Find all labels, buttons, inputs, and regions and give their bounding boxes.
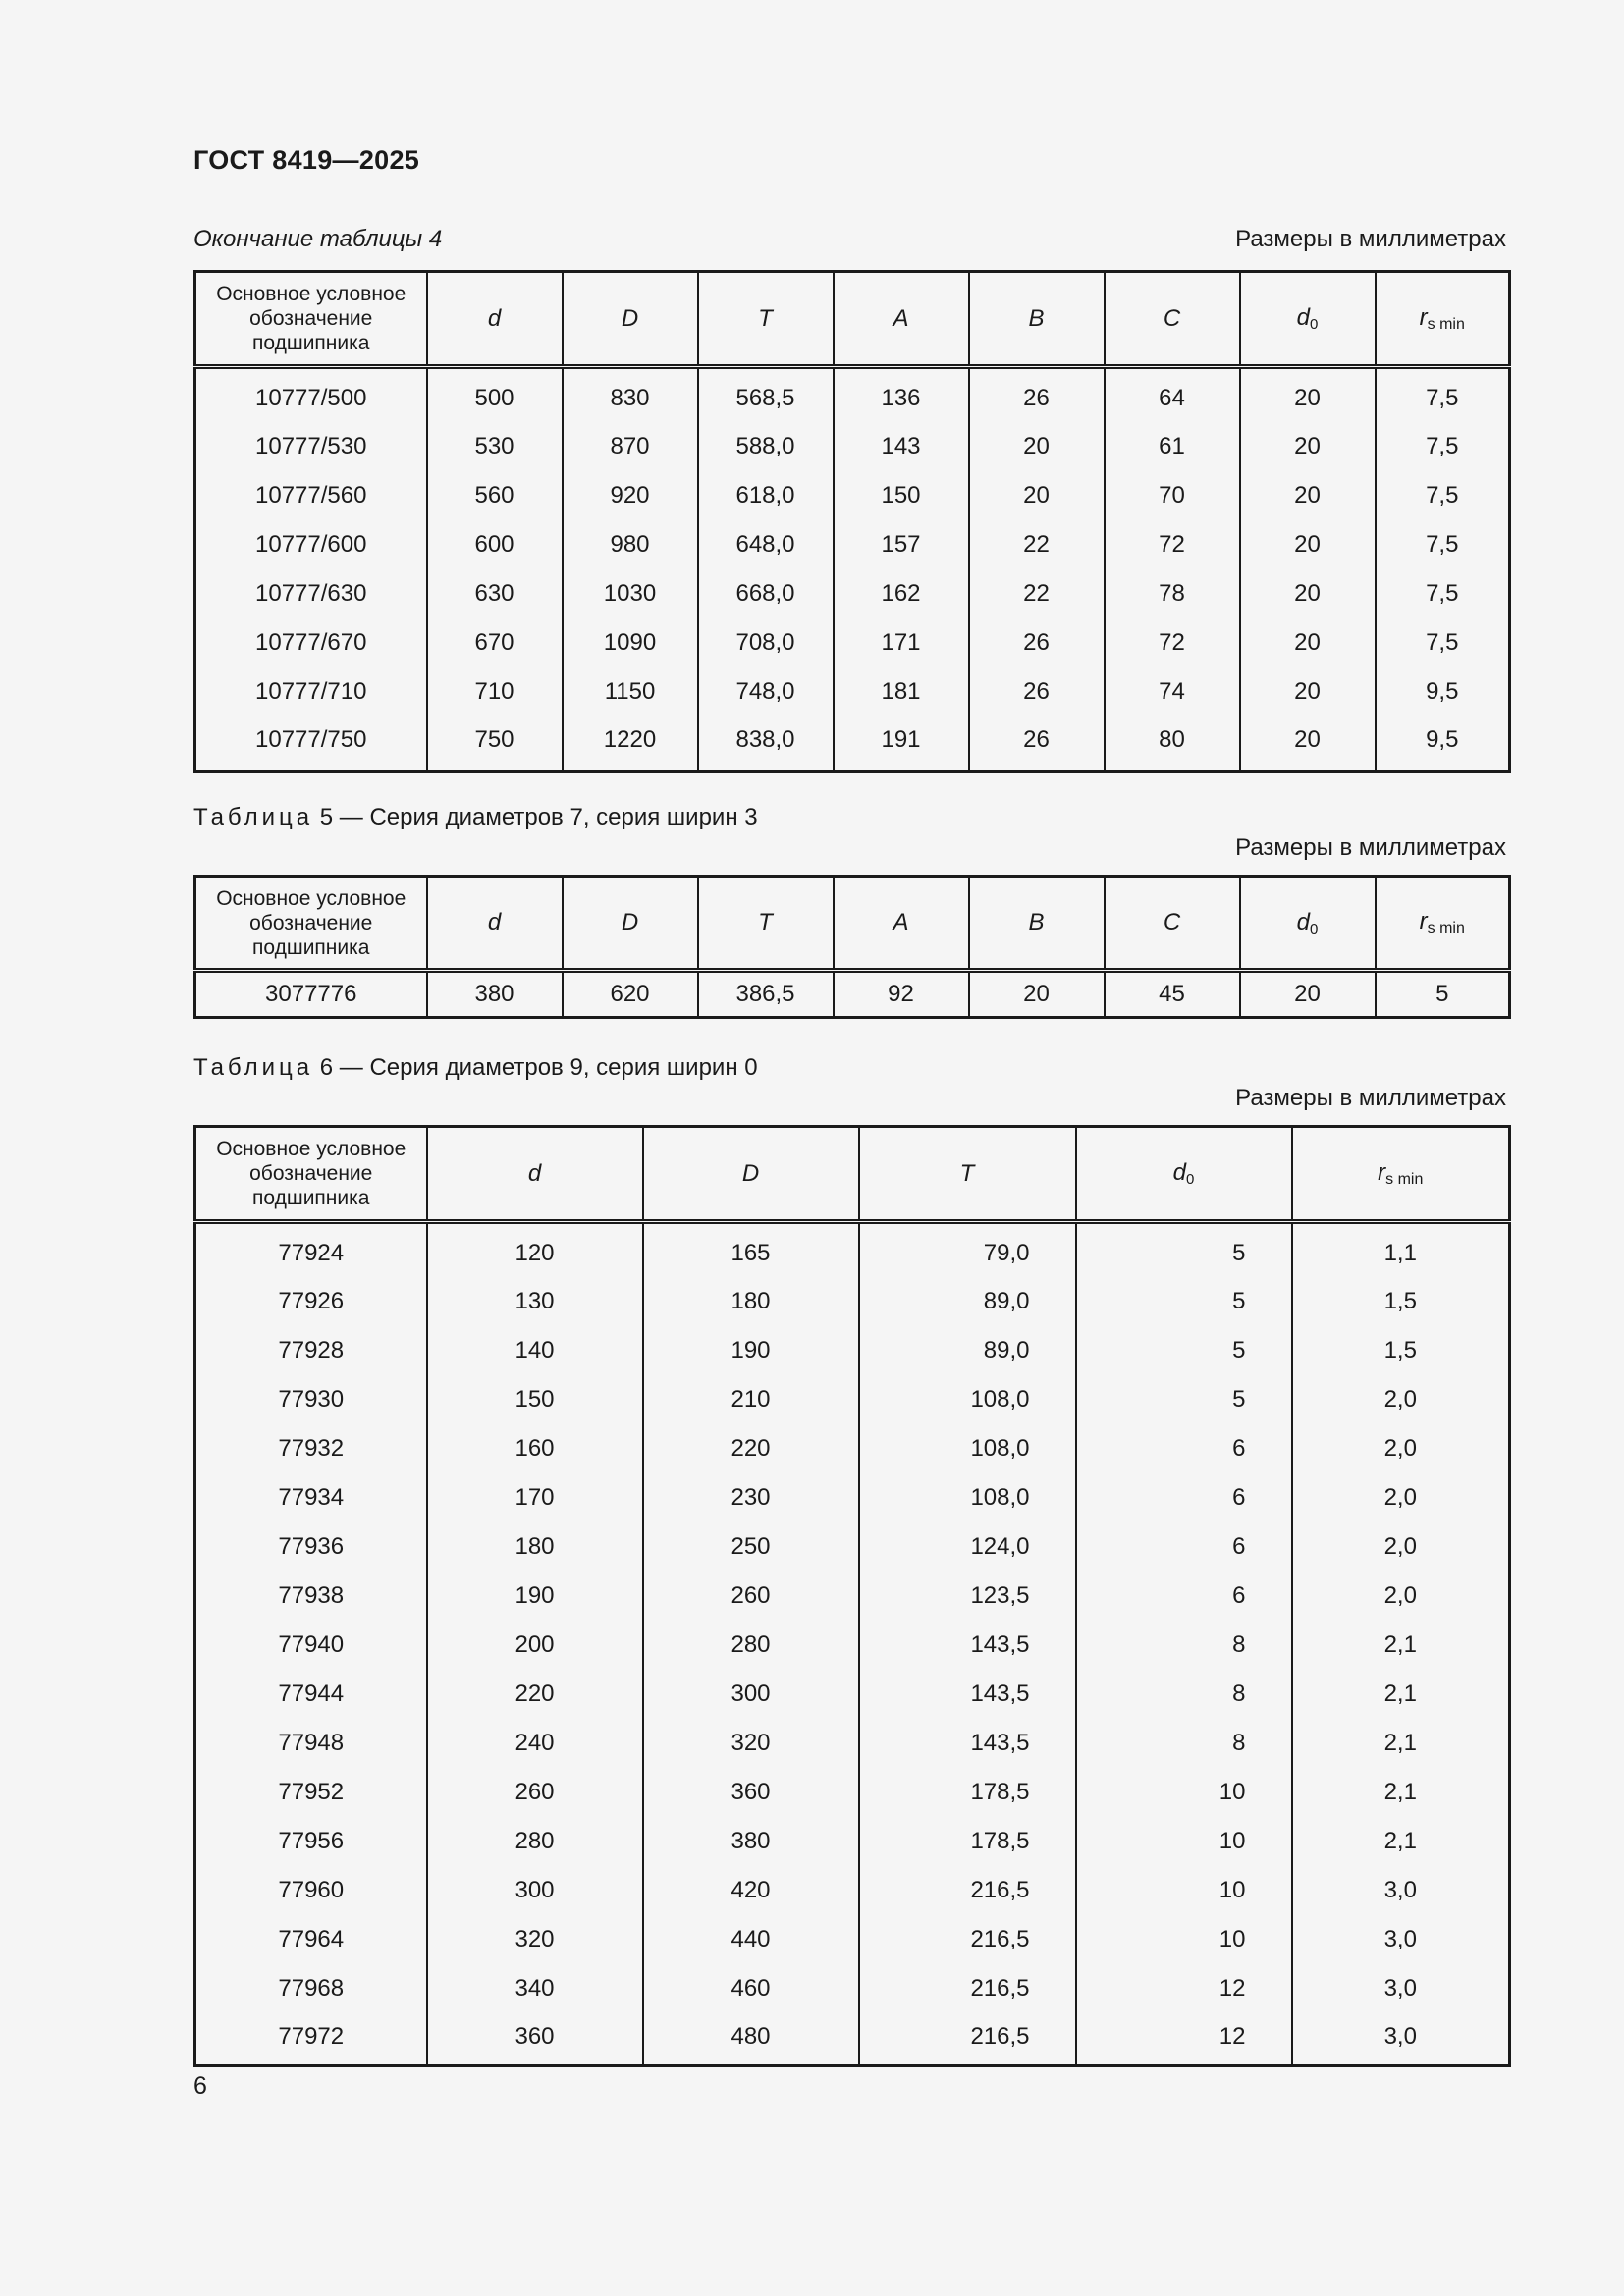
table-cell: 210 [643, 1375, 859, 1424]
table-cell: 20 [1240, 971, 1376, 1018]
table-cell: 162 [834, 569, 969, 618]
col-header-T: T [859, 1127, 1076, 1222]
table-cell: 77972 [195, 2013, 427, 2066]
col-header-rs-min [1292, 1127, 1510, 1222]
table-cell: 20 [1240, 717, 1376, 772]
table-header-row [195, 272, 1510, 367]
col-header-d0 [1076, 1127, 1292, 1222]
table-cell: 6 [1076, 1424, 1292, 1473]
table-cell: 26 [969, 667, 1105, 717]
table-cell: 10777/600 [195, 520, 427, 569]
table-cell: 3077776 [195, 971, 427, 1018]
table-cell: 360 [643, 1768, 859, 1817]
table-cell: 143,5 [859, 1670, 1076, 1719]
col-header-C: C [1105, 272, 1240, 367]
table-cell: 3,0 [1292, 1915, 1510, 1964]
table-cell: 3,0 [1292, 1964, 1510, 2013]
table-cell: 20 [969, 422, 1105, 471]
page-number: 6 [193, 2072, 207, 2100]
table-cell: 190 [427, 1572, 643, 1621]
table-cell: 3,0 [1292, 2013, 1510, 2066]
table-cell: 300 [643, 1670, 859, 1719]
table-cell: 80 [1105, 717, 1240, 772]
col-header-d0 [1240, 877, 1376, 971]
table-row [195, 1375, 1510, 1424]
table-cell: 181 [834, 667, 969, 717]
table-cell: 2,0 [1292, 1522, 1510, 1572]
table6-units: Размеры в миллиметрах [1235, 1085, 1506, 1111]
table-header-row [195, 1127, 1510, 1222]
table-cell: 440 [643, 1915, 859, 1964]
table-cell: 178,5 [859, 1768, 1076, 1817]
table-cell: 20 [1240, 422, 1376, 471]
table-cell: 136 [834, 367, 969, 422]
table-cell: 77928 [195, 1326, 427, 1375]
table-cell: 20 [1240, 367, 1376, 422]
table-cell: 79,0 [859, 1222, 1076, 1277]
table-cell: 92 [834, 971, 969, 1018]
table-cell: 77938 [195, 1572, 427, 1621]
rs-main: r [1378, 1158, 1386, 1186]
col-header-d0 [1240, 272, 1376, 367]
table-row [195, 1277, 1510, 1326]
table6-title [193, 1054, 758, 1082]
table-cell: 600 [427, 520, 563, 569]
d0-main: d [1172, 1159, 1186, 1186]
table-cell: 750 [427, 717, 563, 772]
table-cell: 143,5 [859, 1621, 1076, 1670]
table-row [195, 1522, 1510, 1572]
table-cell: 180 [427, 1522, 643, 1572]
col-header-A: A [834, 272, 969, 367]
table-cell: 560 [427, 471, 563, 520]
table-cell: 10777/500 [195, 367, 427, 422]
table-row [195, 1817, 1510, 1866]
col-header-rs-min [1376, 272, 1510, 367]
table5-body [195, 971, 1510, 1018]
col-header-C: C [1105, 877, 1240, 971]
table-cell: 77930 [195, 1375, 427, 1424]
table-cell: 7,5 [1376, 618, 1510, 667]
table-cell: 70 [1105, 471, 1240, 520]
table-cell: 20 [1240, 471, 1376, 520]
table-cell: 386,5 [698, 971, 834, 1018]
table-cell: 180 [643, 1277, 859, 1326]
d0-sub: 0 [1186, 1171, 1195, 1188]
table-cell: 77948 [195, 1719, 427, 1768]
table-cell: 140 [427, 1326, 643, 1375]
table-cell: 300 [427, 1866, 643, 1915]
table-cell: 89,0 [859, 1326, 1076, 1375]
table-cell: 150 [834, 471, 969, 520]
table-cell: 77926 [195, 1277, 427, 1326]
table-cell: 380 [643, 1817, 859, 1866]
table-cell: 157 [834, 520, 969, 569]
table-cell: 7,5 [1376, 422, 1510, 471]
col-header-T: T [698, 272, 834, 367]
table-cell: 9,5 [1376, 717, 1510, 772]
table-cell: 216,5 [859, 1964, 1076, 2013]
table-cell: 178,5 [859, 1817, 1076, 1866]
table-cell: 61 [1105, 422, 1240, 471]
table-cell: 1,5 [1292, 1326, 1510, 1375]
table6-body [195, 1222, 1510, 2066]
col-header-B: B [969, 877, 1105, 971]
table-header-row [195, 877, 1510, 971]
table-cell: 668,0 [698, 569, 834, 618]
table4-units: Размеры в миллиметрах [1235, 226, 1506, 252]
table-cell: 5 [1076, 1222, 1292, 1277]
table-cell: 6 [1076, 1473, 1292, 1522]
rs-sub: s min [1427, 920, 1465, 936]
table-row [195, 422, 1510, 471]
table-cell: 143 [834, 422, 969, 471]
table-cell: 77924 [195, 1222, 427, 1277]
table-cell: 710 [427, 667, 563, 717]
table-cell: 77934 [195, 1473, 427, 1522]
table-cell: 480 [643, 2013, 859, 2066]
table-cell: 77960 [195, 1866, 427, 1915]
table-row [195, 1670, 1510, 1719]
table-row [195, 717, 1510, 772]
col-header-d: d [427, 877, 563, 971]
table-cell: 10 [1076, 1915, 1292, 1964]
table-row [195, 569, 1510, 618]
table-cell: 191 [834, 717, 969, 772]
table-cell: 8 [1076, 1621, 1292, 1670]
table-cell: 320 [427, 1915, 643, 1964]
table-cell: 7,5 [1376, 520, 1510, 569]
table-cell: 220 [427, 1670, 643, 1719]
table-cell: 7,5 [1376, 367, 1510, 422]
table-cell: 77968 [195, 1964, 427, 2013]
table-cell: 838,0 [698, 717, 834, 772]
table-cell: 10777/750 [195, 717, 427, 772]
col-header-d: d [427, 272, 563, 367]
table-row [195, 1964, 1510, 2013]
table-row [195, 1473, 1510, 1522]
table-cell: 108,0 [859, 1375, 1076, 1424]
table-cell: 10777/710 [195, 667, 427, 717]
table-cell: 380 [427, 971, 563, 1018]
col-header-D: D [643, 1127, 859, 1222]
table-cell: 648,0 [698, 520, 834, 569]
table-cell: 280 [427, 1817, 643, 1866]
table-cell: 216,5 [859, 2013, 1076, 2066]
table-cell: 630 [427, 569, 563, 618]
table-cell: 78 [1105, 569, 1240, 618]
table-cell: 618,0 [698, 471, 834, 520]
table-cell: 120 [427, 1222, 643, 1277]
table5-title [193, 804, 758, 831]
table-cell: 10777/530 [195, 422, 427, 471]
table-cell: 26 [969, 618, 1105, 667]
table-cell: 360 [427, 2013, 643, 2066]
table-cell: 216,5 [859, 1915, 1076, 1964]
table6-label: Таблица [193, 1054, 314, 1081]
table-cell: 10 [1076, 1817, 1292, 1866]
table-cell: 74 [1105, 667, 1240, 717]
table-row [195, 1621, 1510, 1670]
table-cell: 72 [1105, 520, 1240, 569]
table-cell: 748,0 [698, 667, 834, 717]
table-cell: 10777/630 [195, 569, 427, 618]
table-cell: 920 [563, 471, 698, 520]
d0-sub: 0 [1310, 316, 1319, 333]
table-row [195, 2013, 1510, 2066]
table-row [195, 1326, 1510, 1375]
table-cell: 10 [1076, 1768, 1292, 1817]
table-cell: 10777/560 [195, 471, 427, 520]
table-cell: 216,5 [859, 1866, 1076, 1915]
table-cell: 2,1 [1292, 1670, 1510, 1719]
d0-main: d [1296, 908, 1310, 935]
table-cell: 22 [969, 520, 1105, 569]
table-cell: 26 [969, 717, 1105, 772]
table-cell: 1,5 [1292, 1277, 1510, 1326]
table-cell: 108,0 [859, 1424, 1076, 1473]
table-cell: 150 [427, 1375, 643, 1424]
table-cell: 77940 [195, 1621, 427, 1670]
table-cell: 72 [1105, 618, 1240, 667]
table-cell: 530 [427, 422, 563, 471]
table-cell: 240 [427, 1719, 643, 1768]
table-cell: 26 [969, 367, 1105, 422]
table-cell: 160 [427, 1424, 643, 1473]
table-row [195, 1915, 1510, 1964]
table-row [195, 1866, 1510, 1915]
table-cell: 8 [1076, 1670, 1292, 1719]
table-cell: 2,1 [1292, 1719, 1510, 1768]
table-cell: 220 [643, 1424, 859, 1473]
table-row [195, 367, 1510, 422]
table-cell: 6 [1076, 1572, 1292, 1621]
rs-main: r [1419, 908, 1428, 934]
table-cell: 500 [427, 367, 563, 422]
table-row [195, 667, 1510, 717]
table-cell: 130 [427, 1277, 643, 1326]
table-cell: 1030 [563, 569, 698, 618]
col-header-A: A [834, 877, 969, 971]
col-header-designation: Основное условное обозначение подшипника [195, 877, 427, 971]
table-cell: 5 [1076, 1326, 1292, 1375]
table-cell: 2,0 [1292, 1572, 1510, 1621]
col-header-B: B [969, 272, 1105, 367]
table-cell: 77936 [195, 1522, 427, 1572]
table-cell: 1090 [563, 618, 698, 667]
table-cell: 320 [643, 1719, 859, 1768]
table-cell: 89,0 [859, 1277, 1076, 1326]
table-row [195, 520, 1510, 569]
table4-caption: Окончание таблицы 4 [193, 226, 443, 252]
table-cell: 230 [643, 1473, 859, 1522]
col-header-designation: Основное условное обозначение подшипника [195, 1127, 427, 1222]
table-cell: 870 [563, 422, 698, 471]
table5-label: Таблица [193, 804, 314, 830]
table-cell: 22 [969, 569, 1105, 618]
col-header-D: D [563, 877, 698, 971]
col-header-T: T [698, 877, 834, 971]
table-cell: 190 [643, 1326, 859, 1375]
table-row [195, 1424, 1510, 1473]
table-cell: 124,0 [859, 1522, 1076, 1572]
table5-units: Размеры в миллиметрах [1235, 834, 1506, 861]
document-title: ГОСТ 8419—2025 [193, 145, 420, 175]
table-cell: 568,5 [698, 367, 834, 422]
table-cell: 20 [1240, 667, 1376, 717]
table-cell: 20 [969, 471, 1105, 520]
table-cell: 45 [1105, 971, 1240, 1018]
table-cell: 64 [1105, 367, 1240, 422]
table-cell: 2,0 [1292, 1424, 1510, 1473]
table-cell: 460 [643, 1964, 859, 2013]
table-cell: 620 [563, 971, 698, 1018]
table-cell: 420 [643, 1866, 859, 1915]
table-cell: 2,0 [1292, 1375, 1510, 1424]
table-cell: 77964 [195, 1915, 427, 1964]
table5-caption: 5 — Серия диаметров 7, серия ширин 3 [319, 804, 758, 830]
rs-main: r [1419, 303, 1428, 331]
rs-sub: s min [1427, 315, 1465, 333]
table-cell: 340 [427, 1964, 643, 2013]
table-cell: 3,0 [1292, 1866, 1510, 1915]
table-cell: 2,1 [1292, 1621, 1510, 1670]
table-cell: 7,5 [1376, 471, 1510, 520]
table-cell: 12 [1076, 1964, 1292, 2013]
table-cell: 77956 [195, 1817, 427, 1866]
table-cell: 670 [427, 618, 563, 667]
table-row [195, 1222, 1510, 1277]
table-cell: 280 [643, 1621, 859, 1670]
table-row [195, 1768, 1510, 1817]
table6-caption: 6 — Серия диаметров 9, серия ширин 0 [319, 1054, 758, 1081]
table-cell: 1,1 [1292, 1222, 1510, 1277]
table-row [195, 618, 1510, 667]
table6 [193, 1125, 1511, 2067]
table-cell: 250 [643, 1522, 859, 1572]
table-cell: 5 [1376, 971, 1510, 1018]
d0-sub: 0 [1310, 920, 1319, 937]
table-cell: 2,0 [1292, 1473, 1510, 1522]
col-header-D: D [563, 272, 698, 367]
table-cell: 2,1 [1292, 1817, 1510, 1866]
table-cell: 260 [643, 1572, 859, 1621]
table-cell: 5 [1076, 1375, 1292, 1424]
table-row [195, 471, 1510, 520]
d0-main: d [1296, 304, 1310, 331]
table-cell: 77944 [195, 1670, 427, 1719]
table-cell: 143,5 [859, 1719, 1076, 1768]
table-cell: 10777/670 [195, 618, 427, 667]
table-cell: 20 [969, 971, 1105, 1018]
table4-body [195, 367, 1510, 772]
col-header-d: d [427, 1127, 643, 1222]
table-cell: 10 [1076, 1866, 1292, 1915]
table-cell: 20 [1240, 618, 1376, 667]
table-cell: 260 [427, 1768, 643, 1817]
rs-sub: s min [1385, 1170, 1424, 1188]
table-cell: 170 [427, 1473, 643, 1522]
table-cell: 20 [1240, 520, 1376, 569]
table-cell: 200 [427, 1621, 643, 1670]
table-cell: 20 [1240, 569, 1376, 618]
table-cell: 12 [1076, 2013, 1292, 2066]
table-cell: 5 [1076, 1277, 1292, 1326]
table-cell: 1220 [563, 717, 698, 772]
table-cell: 77932 [195, 1424, 427, 1473]
table-cell: 8 [1076, 1719, 1292, 1768]
table-cell: 165 [643, 1222, 859, 1277]
col-header-designation: Основное условное обозначение подшипника [195, 272, 427, 367]
table-cell: 1150 [563, 667, 698, 717]
table-cell: 708,0 [698, 618, 834, 667]
col-header-rs-min [1376, 877, 1510, 971]
table-cell: 7,5 [1376, 569, 1510, 618]
table-cell: 123,5 [859, 1572, 1076, 1621]
table-cell: 980 [563, 520, 698, 569]
table-cell: 9,5 [1376, 667, 1510, 717]
table-cell: 6 [1076, 1522, 1292, 1572]
table4-end [193, 270, 1511, 773]
table-cell: 171 [834, 618, 969, 667]
table-cell: 108,0 [859, 1473, 1076, 1522]
table-row [195, 971, 1510, 1018]
table-row [195, 1719, 1510, 1768]
table-cell: 830 [563, 367, 698, 422]
table-row [195, 1572, 1510, 1621]
table-cell: 77952 [195, 1768, 427, 1817]
table-cell: 2,1 [1292, 1768, 1510, 1817]
table5 [193, 875, 1511, 1019]
table-cell: 588,0 [698, 422, 834, 471]
